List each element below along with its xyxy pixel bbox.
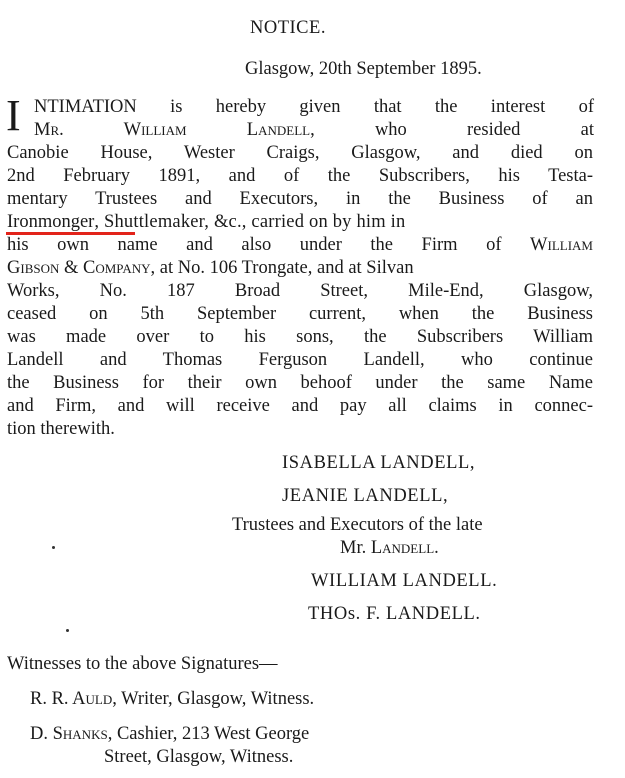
notice-heading: NOTICE. (250, 18, 326, 38)
body-line-4: 2nd February 1891, and of the Subscribers, his Testa- (7, 166, 593, 186)
body-line-15: tion therewith. (7, 419, 115, 439)
witness-1 (30, 688, 314, 710)
firm-name-part2: Gibson & Company (7, 258, 151, 278)
witness-2-name: D. Shanks (30, 724, 108, 744)
body-line-8 (7, 257, 593, 279)
signature-isabella: ISABELLA LANDELL, (282, 453, 476, 473)
body-line-2 (34, 119, 594, 141)
late-landell: Landell. (370, 538, 439, 558)
ink-speck (52, 546, 55, 549)
trustees-role-line2 (340, 537, 439, 559)
decedent-name: Mr. William Landell, (34, 120, 315, 140)
signature-jeanie: JEANIE LANDELL, (282, 486, 449, 506)
body-line-3: Canobie House, Wester Craigs, Glasgow, and died on (7, 143, 593, 163)
body-line-7 (7, 234, 593, 256)
body-line-2-rest: who resided at (374, 120, 595, 140)
thos-surname: F. LANDELL. (366, 604, 481, 624)
body-line-8-rest: , at No. 106 Trongate, and at Silvan (150, 258, 414, 278)
body-line-14: and Firm, and will receive and pay all claims in connec- (7, 396, 593, 416)
witness-2-details: , Cashier, 213 West George (107, 724, 310, 744)
body-line-5: mentary Trustees and Executors, in the Business of an (7, 189, 593, 209)
witness-1-name: R. R. Auld (30, 689, 113, 709)
witness-2-continued: Street, Glasgow, Witness. (104, 747, 294, 767)
witness-2 (30, 723, 309, 745)
body-line-9: Works, No. 187 Broad Street, Mile-End, Glasgow, (7, 281, 593, 301)
witness-1-details: , Writer, Glasgow, Witness. (112, 689, 315, 709)
body-line-6-rest: , Shuttlemaker, &c., carried on by him in (94, 212, 406, 232)
dateline: Glasgow, 20th September 1895. (245, 59, 482, 79)
body-line-11: was made over to his sons, the Subscribers William (7, 327, 593, 347)
firm-name-part1: William (530, 235, 593, 255)
body-line-6 (7, 211, 593, 233)
thos-abbrev: THOs. (308, 604, 361, 624)
body-line-7-a: his own name and also under the Firm of (7, 235, 502, 255)
drop-cap: I (6, 91, 21, 140)
witnesses-intro: Witnesses to the above Signatures— (7, 654, 278, 674)
signature-william: WILLIAM LANDELL. (311, 571, 498, 591)
body-line-12: Landell and Thomas Ferguson Landell, who continue (7, 350, 593, 370)
signature-thos (308, 603, 481, 625)
mr-title: Mr. (340, 538, 367, 558)
body-line-13: the Business for their own behoof under the same Name (7, 373, 593, 393)
body-line-10: ceased on 5th September current, when the Business (7, 304, 593, 324)
trustees-role: Trustees and Executors of the late (232, 515, 483, 535)
ironmonger-word: Ironmonger (7, 212, 95, 232)
ink-speck (66, 629, 69, 632)
body-line-1: NTIMATION is hereby given that the interest of (34, 97, 594, 117)
